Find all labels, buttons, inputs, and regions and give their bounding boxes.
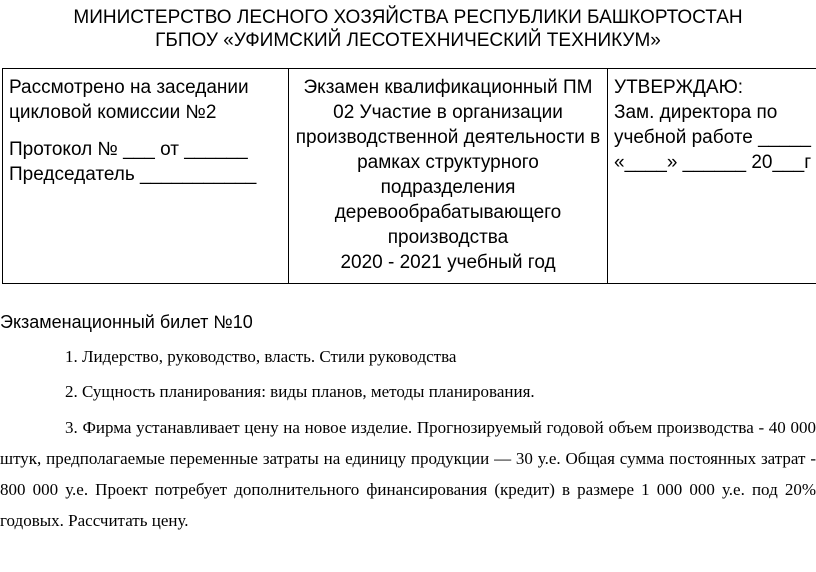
review-cell [3,69,289,284]
protocol-line: Протокол № ___ от ______ [9,139,248,160]
approve-line-2: Зам. директора по [614,102,778,123]
approve-heading: УТВЕРЖДАЮ: [614,77,744,98]
exam-description: Экзамен квалификационный ПМ 02 Участие в организации производственной деятельности в рамках структурного подразделения деревообрабатывающего производства [295,77,601,248]
review-line-2: цикловой комиссии №2 [9,102,217,123]
question-1: 1. Лидерство, руководство, власть. Стили руководства [65,347,457,366]
review-line-1: Рассмотрено на заседании [9,77,249,98]
approve-cell [608,69,816,284]
question-3: 3. Фирма устанавливает цену на новое изделие. Прогнозируемый годовой объем производства - 40 000 штук, предполагаемые переменные затраты на единицу продукции — 30 у.е. Общая сумма постоянных затрат - 800 000 у.е. Проект потребует дополнительного финансирования (кредит) в размере 1 000 000 у.е. под 20% годовых. Рассчитать цену. [0,418,816,530]
approve-line-3: учебной работе _____ [614,127,811,148]
school-title: ГБПОУ «УФИМСКИЙ ЛЕСОТЕХНИЧЕСКИЙ ТЕХНИКУМ» [155,30,661,51]
chairman-line: Председатель ___________ [9,164,257,185]
academic-year: 2020 - 2021 учебный год [340,252,556,273]
approval-table [2,68,816,284]
exam-cell [289,69,608,284]
question-2: 2. Сущность планирования: виды планов, методы планирования. [65,382,535,401]
ticket-title: Экзаменационный билет №10 [0,312,253,332]
ministry-title: МИНИСТЕРСТВО ЛЕСНОГО ХОЗЯЙСТВА РЕСПУБЛИКИ БАШКОРТОСТАН [73,7,743,28]
approve-date-line: «____» ______ 20___г [614,152,812,173]
